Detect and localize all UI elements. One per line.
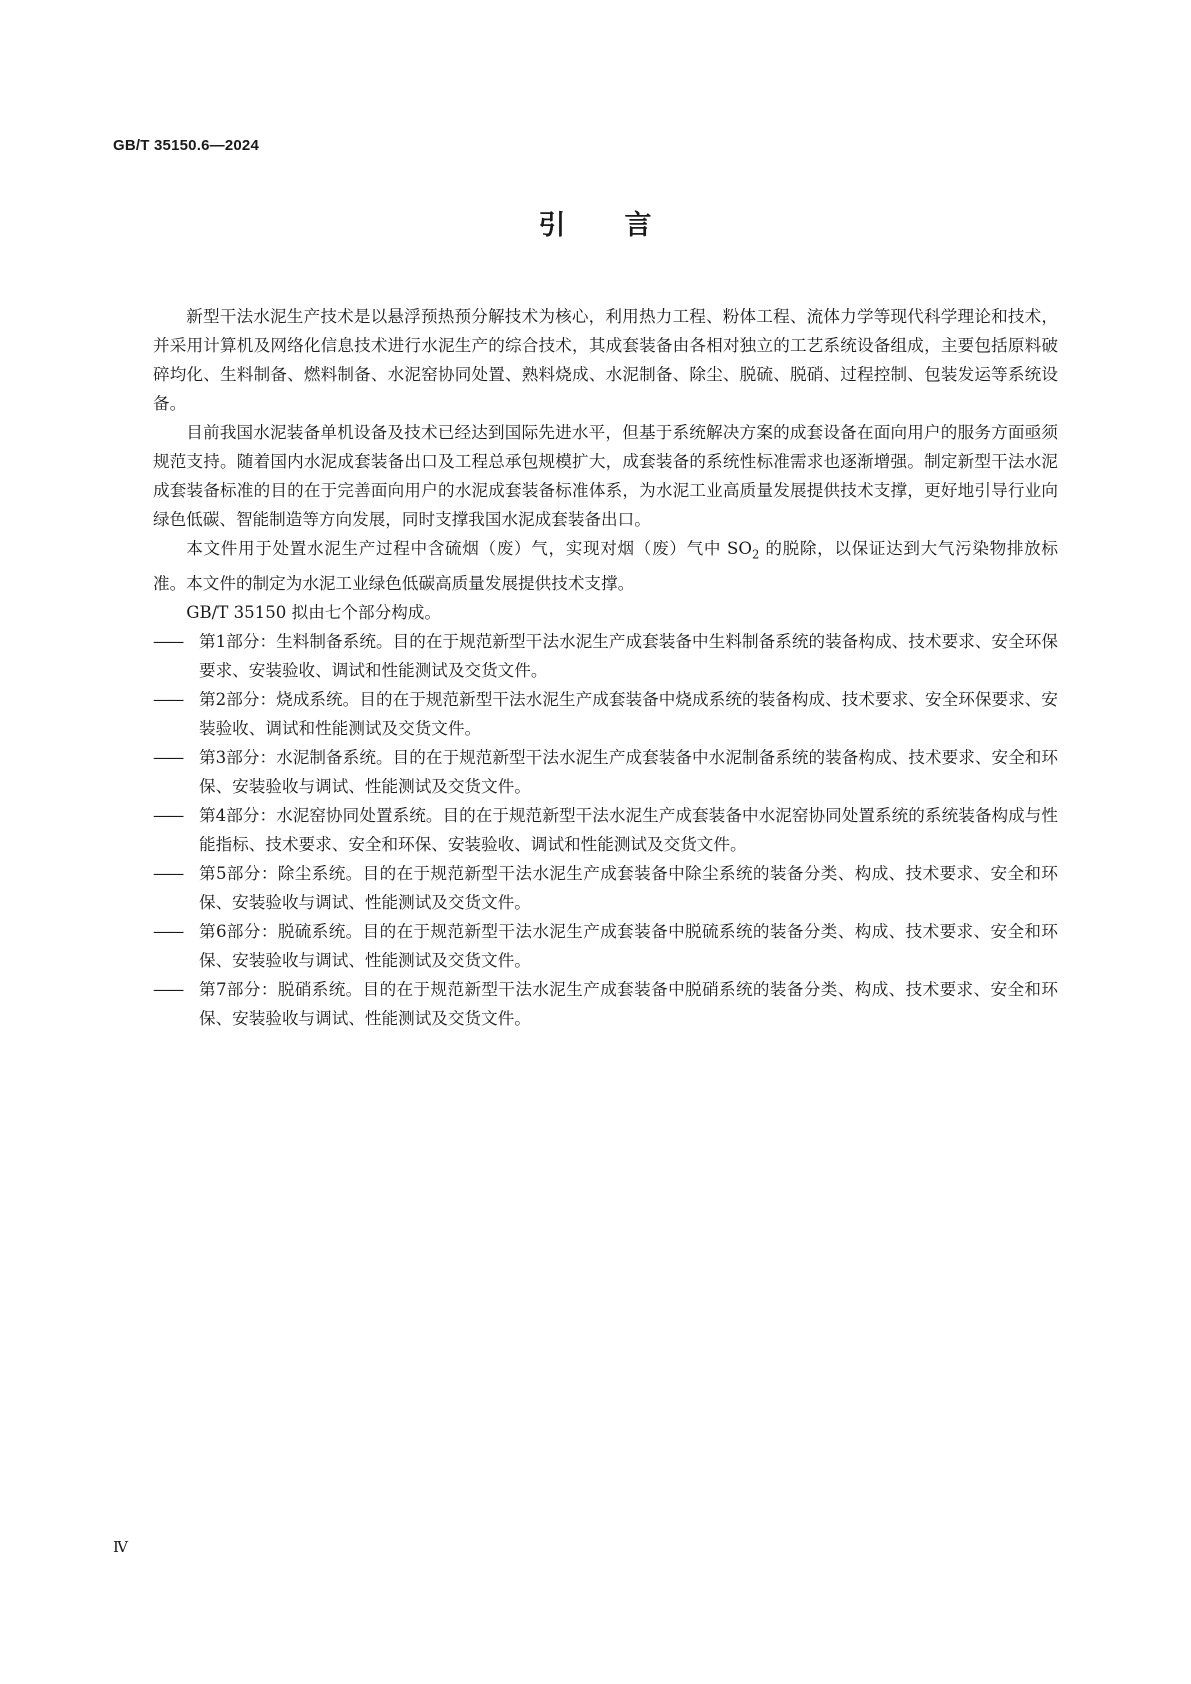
list-item-text: 第1部分：生料制备系统。目的在于规范新型干法水泥生产成套装备中生料制备系统的装备构成、技术要求、安全环保要求、安装验收、调试和性能测试及交货文件。	[199, 632, 1058, 681]
list-dash: ——	[153, 806, 183, 826]
paragraph-1: 新型干法水泥生产技术是以悬浮预热预分解技术为核心，利用热力工程、粉体工程、流体力学等现代科学理论和技术，并采用计算机及网络化信息技术进行水泥生产的综合技术，其成套装备由各相对独立的工艺系统设备组成，主要包括原料破碎均化、生料制备、燃料制备、水泥窑协同处置、熟料烧成、水泥制备、除尘、脱硫、脱硝、过程控制、包装发运等系统设备。	[153, 307, 1058, 413]
list-item-text: 第3部分：水泥制备系统。目的在于规范新型干法水泥生产成套装备中水泥制备系统的装备构成、技术要求、安全和环保、安装验收与调试、性能测试及交货文件。	[199, 748, 1058, 797]
list-dash: ——	[153, 864, 183, 884]
introduction-body	[153, 302, 1058, 1033]
so2-text-before: 本文件用于处置水泥生产过程中含硫烟（废）气，实现对烟（废）气中 SO	[186, 539, 752, 558]
so2-text-after: 的脱除，以保证达到大气污染物排放标准。本文件的制定为水泥工业绿色低碳高质量发展提供技术支撑。	[153, 539, 1058, 594]
document-code: GB/T 35150.6—2024	[113, 137, 259, 154]
list-item	[153, 685, 1058, 743]
list-item	[153, 801, 1058, 859]
list-item	[153, 859, 1058, 917]
list-item-text: 第7部分：脱硝系统。目的在于规范新型干法水泥生产成套装备中脱硝系统的装备分类、构成、技术要求、安全和环保、安装验收与调试、性能测试及交货文件。	[199, 980, 1058, 1029]
paragraph-so2	[153, 534, 1058, 598]
page-number: Ⅳ	[113, 1538, 128, 1556]
title-char-2: 言	[624, 210, 653, 241]
list-item	[153, 743, 1058, 801]
list-item-text: 第2部分：烧成系统。目的在于规范新型干法水泥生产成套装备中烧成系统的装备构成、技术要求、安全环保要求、安装验收、调试和性能测试及交货文件。	[199, 690, 1058, 739]
list-dash: ——	[153, 690, 183, 710]
parts-intro: GB/T 35150 拟由七个部分构成。	[186, 603, 441, 623]
list-item-text: 第6部分：脱硫系统。目的在于规范新型干法水泥生产成套装备中脱硫系统的装备分类、构成、技术要求、安全和环保、安装验收与调试、性能测试及交货文件。	[199, 922, 1058, 971]
parts-list	[153, 627, 1058, 1033]
list-item	[153, 917, 1058, 975]
list-item	[153, 975, 1058, 1033]
list-item-text: 第5部分：除尘系统。目的在于规范新型干法水泥生产成套装备中除尘系统的装备分类、构成、技术要求、安全和环保、安装验收与调试、性能测试及交货文件。	[199, 864, 1058, 913]
list-dash: ——	[153, 748, 183, 768]
list-item-text: 第4部分：水泥窑协同处置系统。目的在于规范新型干法水泥生产成套装备中水泥窑协同处置系统的系统装备构成与性能指标、技术要求、安全和环保、安装验收、调试和性能测试及交货文件。	[199, 806, 1058, 855]
section-title	[0, 203, 1191, 242]
list-dash: ——	[153, 980, 183, 1000]
list-item	[153, 627, 1058, 685]
list-dash: ——	[153, 632, 183, 652]
title-char-1: 引	[538, 210, 567, 241]
list-dash: ——	[153, 922, 183, 942]
paragraph-2: 目前我国水泥装备单机设备及技术已经达到国际先进水平，但基于系统解决方案的成套设备在面向用户的服务方面亟须规范支持。随着国内水泥成套装备出口及工程总承包规模扩大，成套装备的系统性标准需求也逐渐增强。制定新型干法水泥成套装备标准的目的在于完善面向用户的水泥成套装备标准体系，为水泥工业高质量发展提供技术支撑，更好地引导行业向绿色低碳、智能制造等方向发展，同时支撑我国水泥成套装备出口。	[153, 423, 1058, 529]
so2-subscript: 2	[752, 547, 760, 562]
